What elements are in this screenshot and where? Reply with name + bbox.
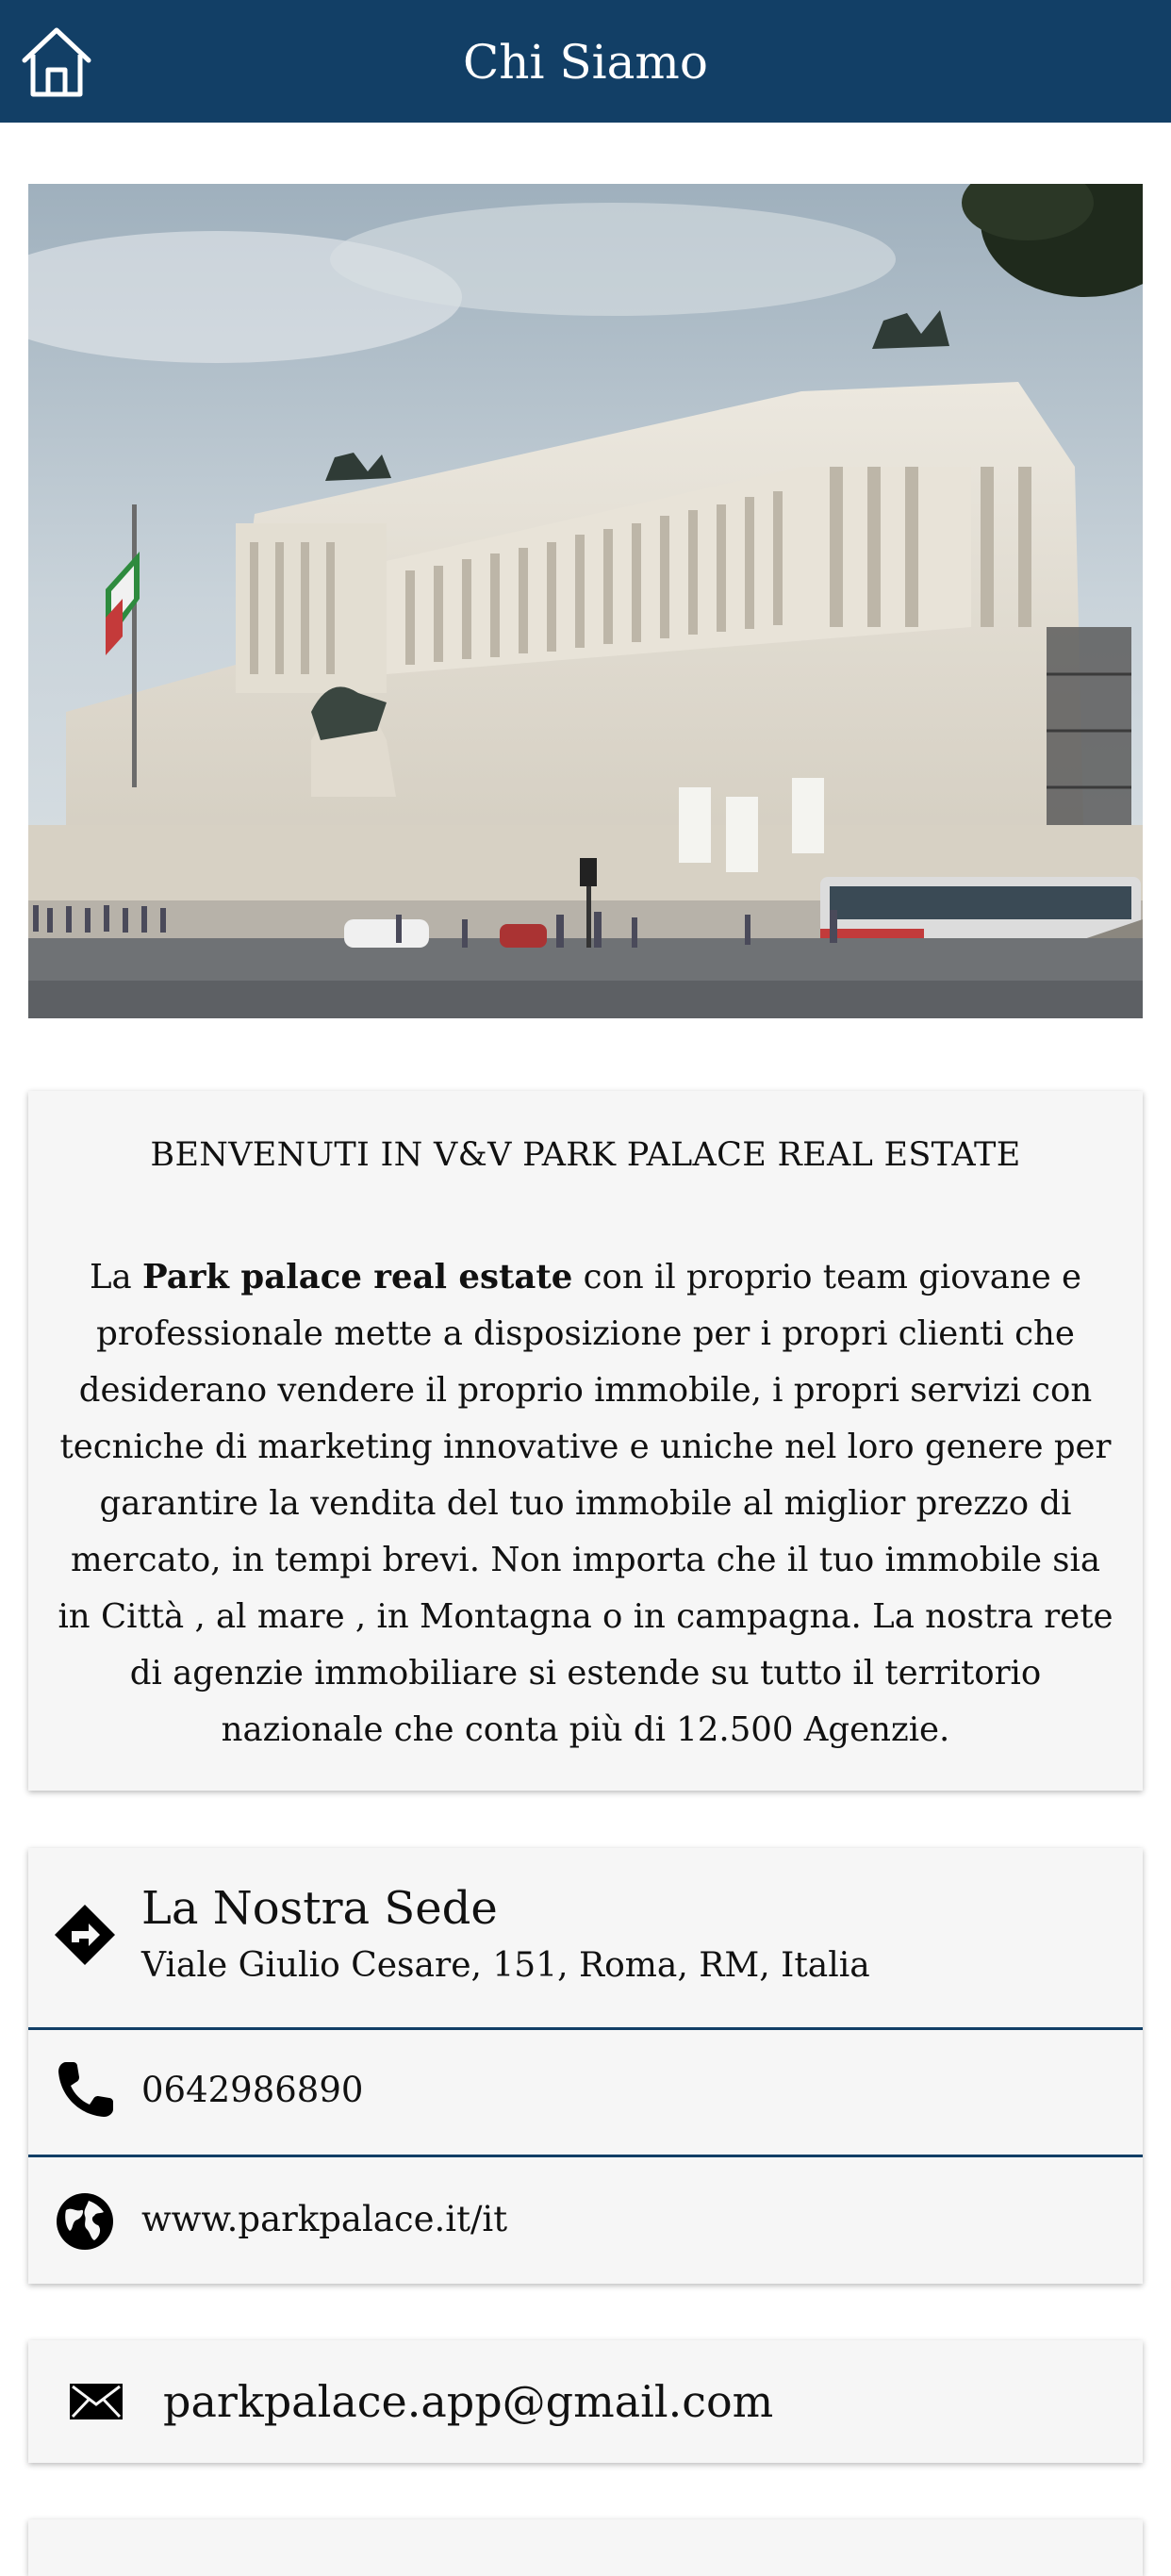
address-title: La Nostra Sede (141, 1882, 498, 1935)
home-icon (21, 25, 92, 100)
address-row[interactable] (28, 1848, 1143, 2030)
hero-image (28, 184, 1143, 1018)
home-button[interactable] (21, 25, 92, 100)
directions-icon (53, 1903, 117, 1967)
phone-icon (53, 2058, 117, 2122)
vittoriano-monument-photo (28, 184, 1143, 1018)
next-card (28, 2519, 1143, 2576)
email-address: parkpalace.app@gmail.com (163, 2376, 774, 2427)
company-name: Park palace real estate (141, 1258, 573, 1296)
contact-card (28, 1848, 1143, 2284)
welcome-text-rest: con il proprio team giovane e professionale mette a disposizione per i propri clienti che desiderano vendere il proprio immobile, i propri servizi con tecniche di marketing innovative e uniche nel loro genere per garantire la vendita del tuo immobile al miglior prezzo di mercato, in tempi brevi. Non importa che il tuo immobile sia in Città , al mare , in Montagna o in campagna. La nostra rete di agenzie immobiliare si estende su tutto il territorio nazionale che conta più di 12.500 Agenzie. (58, 1258, 1113, 1749)
welcome-text-prefix: La (89, 1258, 142, 1296)
website-link[interactable]: www.parkpalace.it/it (141, 2199, 508, 2239)
welcome-card (28, 1091, 1143, 1791)
address-value: Viale Giulio Cesare, 151, Roma, RM, Italia (141, 1946, 870, 1985)
mail-icon (70, 2384, 123, 2419)
phone-number: 0642986890 (141, 2070, 364, 2110)
welcome-title: BENVENUTI IN V&V PARK PALACE REAL ESTATE (150, 1136, 1021, 1174)
app-header (0, 0, 1171, 123)
phone-row[interactable] (28, 2030, 1143, 2157)
email-card[interactable] (28, 2340, 1143, 2463)
page-title: Chi Siamo (463, 35, 708, 90)
welcome-text (57, 1249, 1114, 1759)
website-row[interactable] (28, 2157, 1143, 2284)
globe-icon (53, 2189, 117, 2254)
